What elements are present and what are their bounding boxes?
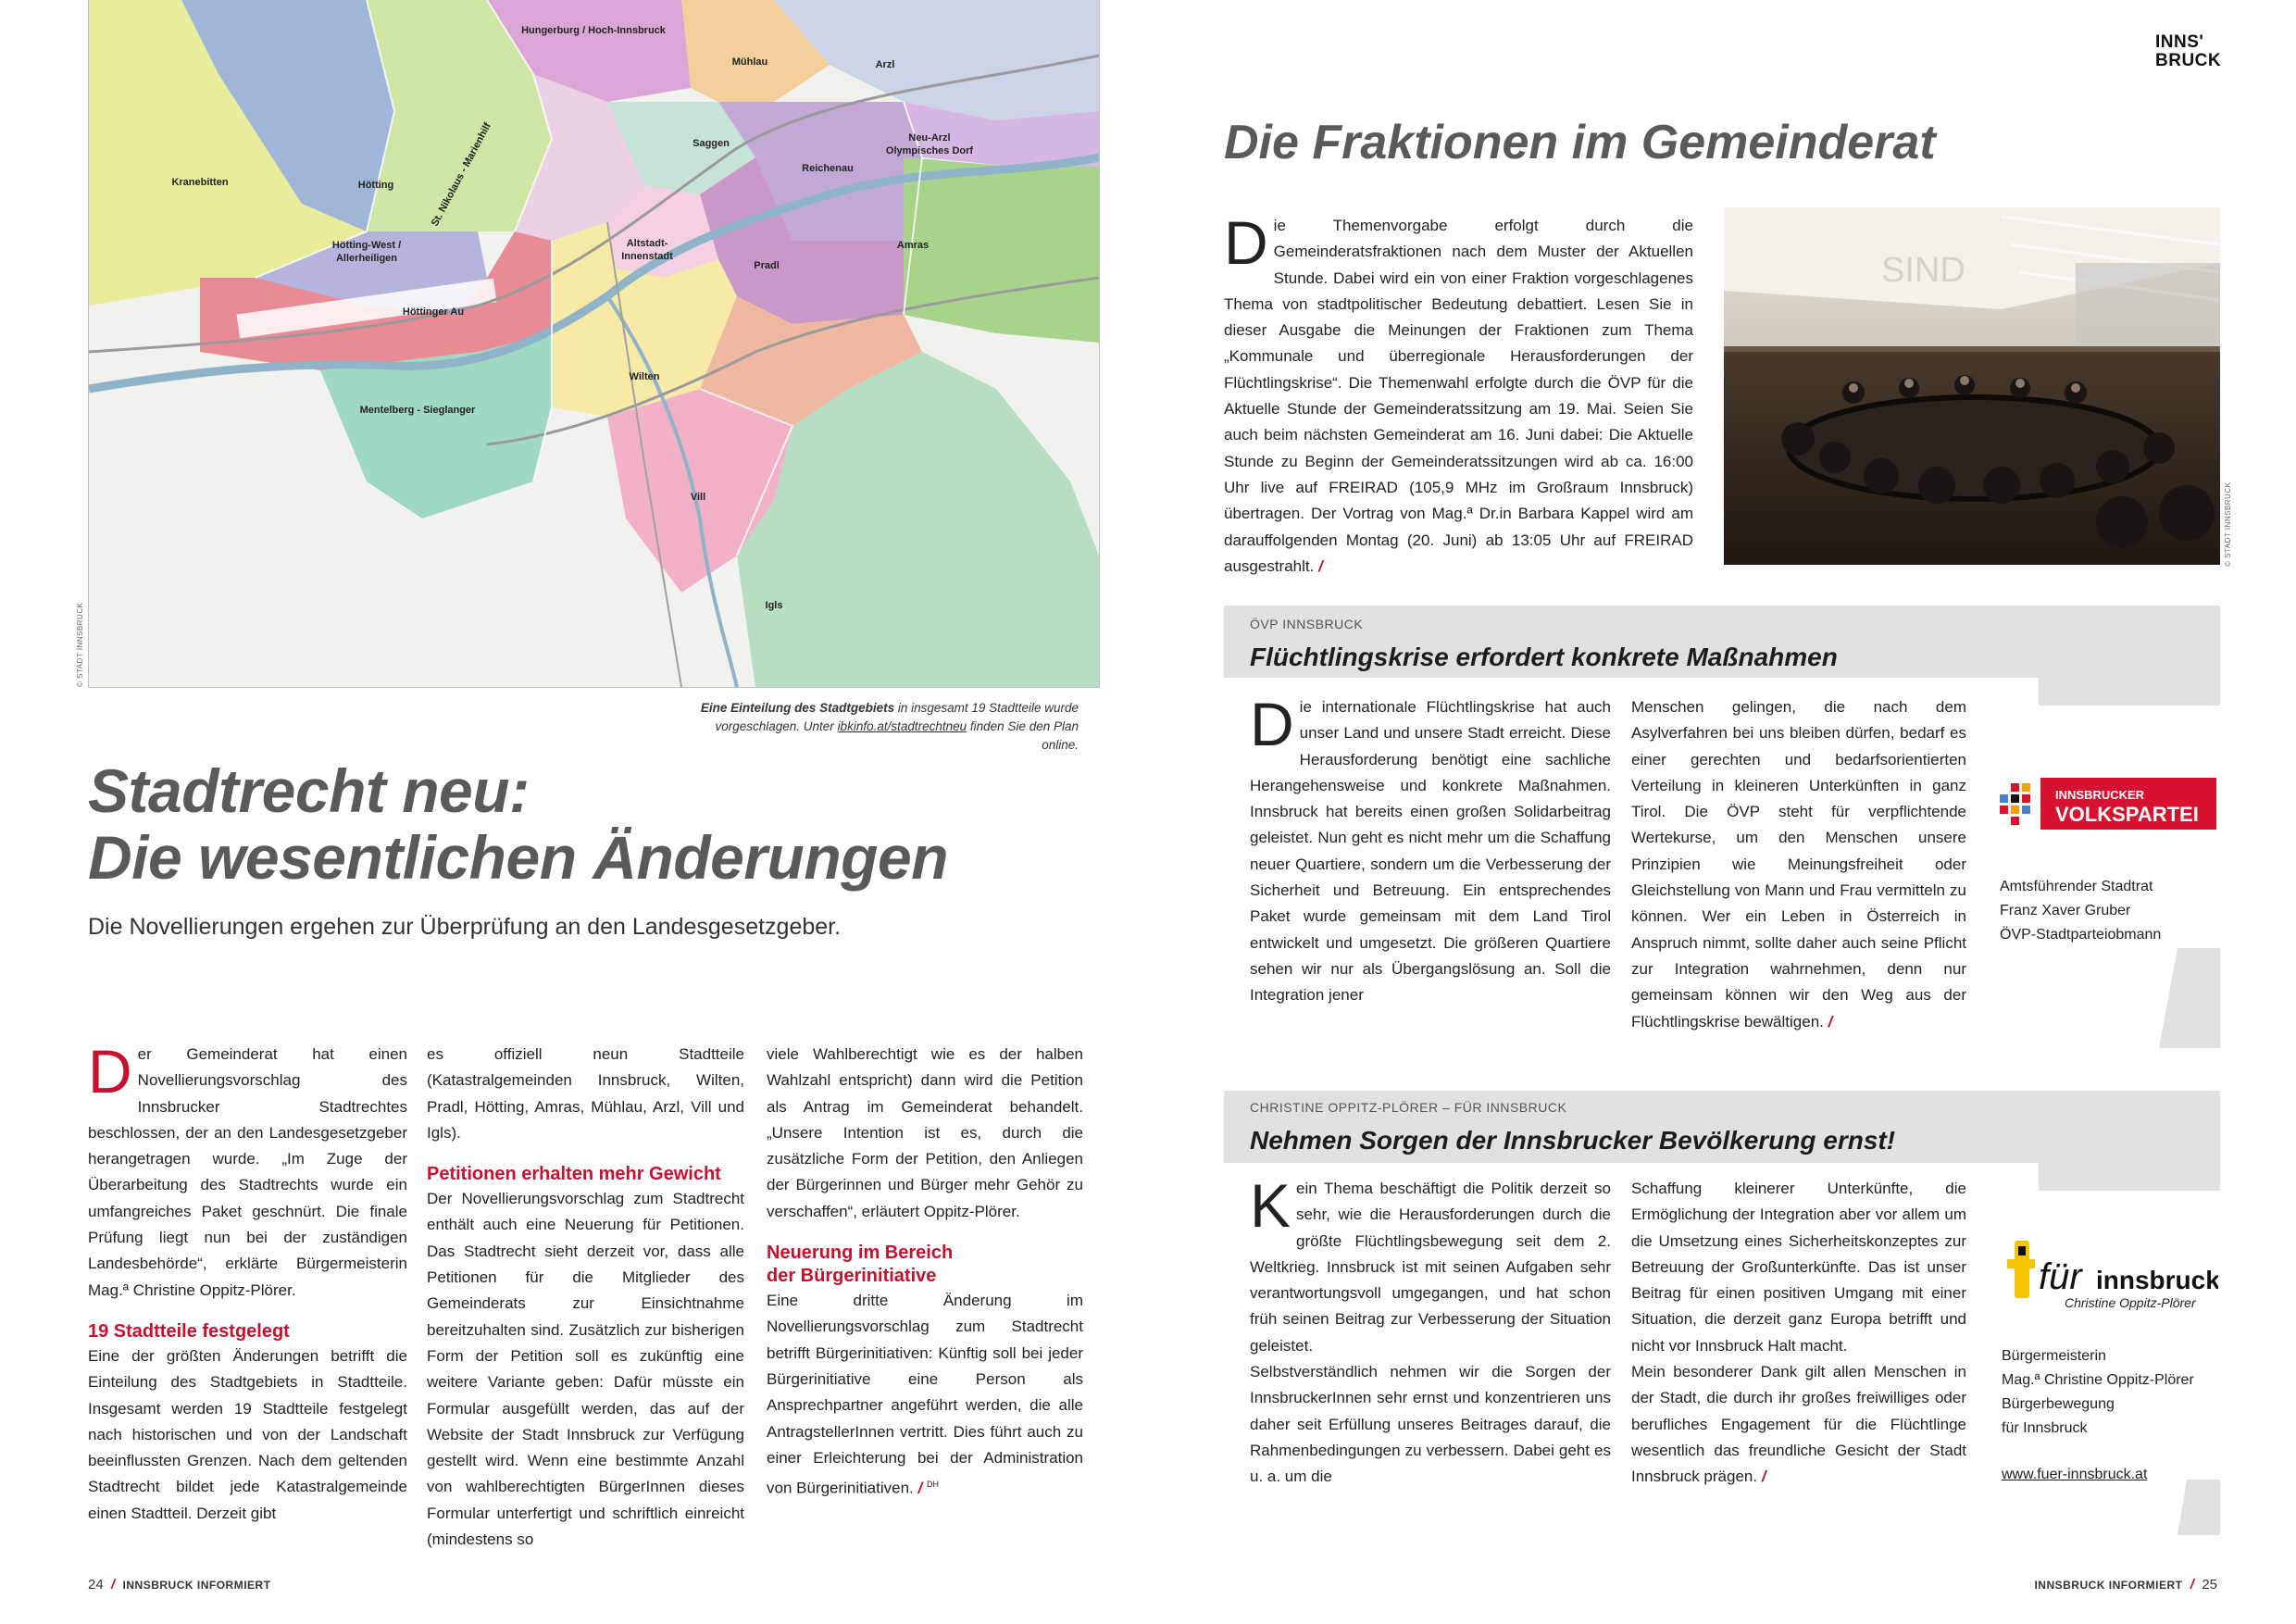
section-heading: Petitionen erhalten mehr Gewicht bbox=[427, 1164, 721, 1185]
label-hungerburg: Hungerburg / Hoch-Innsbruck bbox=[521, 25, 666, 36]
label-st-nikolaus: St. Nikolaus - Marienhilf bbox=[429, 120, 493, 229]
caption-text: in insgesamt 19 Stadtteile wurde vorgeschlagen. Unter bbox=[715, 701, 1079, 733]
paragraph: ein Thema beschäftigt die Politik derzeit so sehr, wie die Herausforderungen durch die größte Flüchtlingsbewegung seit dem 2. Weltkrieg. Innsbruck ist mit seinen Aufgaben sehr verantwortungsvoll umgegangen, und hat schon früh seinen Beitrag zur Verbesserung der Situation geleistet. bbox=[1250, 1180, 1611, 1355]
label-hoettinger-au: Höttinger Au bbox=[402, 306, 465, 318]
title-line-1: Stadtrecht neu: bbox=[88, 756, 530, 825]
svg-text:für: für bbox=[2039, 1256, 2082, 1297]
article-column-2 bbox=[427, 1042, 744, 1553]
title-line-2: Die wesentlichen Änderungen bbox=[88, 823, 948, 892]
page-number: 25 bbox=[2202, 1577, 2217, 1593]
publication-name: INNSBRUCK INFORMIERT bbox=[122, 1579, 271, 1592]
label-hoetting-west-2: Allerheiligen bbox=[335, 253, 398, 264]
article-column-1 bbox=[88, 1037, 407, 1527]
publication-name: INNSBRUCK INFORMIERT bbox=[2034, 1579, 2183, 1592]
paragraph: Selbstverständlich nehmen wir die Sorgen der InnsbruckerInnen sehr ernst und konzentrieren uns daher seit Erfüllung unseres Beitrages darauf, die Rahmenbedingungen zu verbessern. Dabei geht es u. a. um die bbox=[1250, 1363, 1611, 1486]
fuer-innsbruck-logo-svg bbox=[2002, 1239, 2218, 1313]
label-vill: Vill bbox=[690, 492, 706, 503]
district-map bbox=[88, 0, 1100, 688]
label-arzl: Arzl bbox=[875, 59, 895, 70]
label-amras: Amras bbox=[896, 240, 930, 251]
fuer-innsbruck-logo bbox=[2002, 1239, 2218, 1313]
paragraph: Schaffung kleinerer Unterkünfte, die Ermöglichung der Integration aber vor allem um die Umsetzung eines Sicherheitskonzeptes zur Betreuung der Großunterkünfte. Das ist unser Beitrag für einen positiven Umgang mit einer Situation, die derzeit ganz Europa betrifft und nicht vor Innsbruck Halt macht. bbox=[1631, 1180, 1966, 1355]
caption-text-end: finden Sie den Plan online. bbox=[967, 719, 1079, 752]
page-title bbox=[88, 757, 948, 891]
svg-text:Christine Oppitz-Plörer: Christine Oppitz-Plörer bbox=[2065, 1295, 2196, 1310]
paragraph: Der Novellierungsvorschlag zum Stadtrecht enthält auch eine Neuerung für Petitionen. Das Stadtrecht sieht derzeit vor, dass alle Petitionen für die Mitglieder des Gemeinderats zur Einsichtnahme bereitzuhalten sind. Zusätzlich zur bisherigen Form der Petition soll es zukünftig eine weitere Variante geben: Dafür müsste ein Formular ausgefüllt werden, das auf der Website der Stadt Innsbruck zur Verfügung gestellt wird. Wenn eine bestimmte Anzahl von wahlberechtigten BürgerInnen dieses Formular unterfertigt und schriftlich einreicht (mindestens so bbox=[427, 1190, 744, 1549]
label-neu-arzl-2: Olympisches Dorf bbox=[885, 145, 974, 156]
district-map-svg bbox=[89, 0, 1099, 687]
label-reichenau: Reichenau bbox=[802, 163, 854, 174]
caption-bold: Eine Einteilung des Stadtgebiets bbox=[700, 701, 895, 715]
dropcap: D bbox=[1224, 208, 1268, 277]
council-photo-svg bbox=[1724, 207, 2220, 565]
label-kranebitten: Kranebitten bbox=[171, 177, 229, 188]
author-initials: DH bbox=[926, 1480, 939, 1490]
intro-text bbox=[1224, 208, 1693, 580]
paragraph: es offiziell neun Stadtteile (Katastralgemeinden Innsbruck, Wilten, Pradl, Hötting, Amras, Mühlau, Arzl, Vill und Igls). bbox=[427, 1045, 744, 1142]
photo-credit: © STADT INNSBRUCK bbox=[2224, 481, 2232, 567]
council-photo bbox=[1724, 207, 2220, 565]
paragraph: er Gemeinderat hat einen Novellierungsvorschlag des Innsbrucker Stadtrechtes beschlossen, der an den Landesgesetzgeber herangetragen wurde. „Im Zuge der Überarbeitung des Stadtrechts wurde ein umfangreiches Paket geschnürt. Die finale Prüfung liegt nun bei der zuständigen Landesbehörde“, erklärte Bürgermeisterin Mag.ª Christine Oppitz-Plörer. bbox=[88, 1045, 407, 1299]
box-title: Nehmen Sorgen der Innsbrucker Bevölkerung ernst! bbox=[1250, 1126, 1896, 1155]
footer-left bbox=[88, 1577, 271, 1593]
photo-wall-text: SIND bbox=[1881, 251, 1965, 290]
section-heading: 19 Stadtteile festgelegt bbox=[88, 1320, 290, 1342]
page-number: 24 bbox=[88, 1577, 104, 1593]
brand-logo: INNS' BRUCK bbox=[2155, 32, 2222, 70]
end-mark-icon: / bbox=[917, 1479, 923, 1497]
label-muehlau: Mühlau bbox=[731, 56, 768, 68]
label-pradl: Pradl bbox=[754, 260, 780, 271]
map-caption bbox=[690, 699, 1079, 755]
signature-oevp: Amtsführender Stadtrat Franz Xaver Gruber ÖVP-Stadtparteiobmann bbox=[2000, 879, 2162, 943]
label-neu-arzl: Neu-Arzl bbox=[908, 132, 951, 144]
box-label: CHRISTINE OPPITZ-PLÖRER – FÜR INNSBRUCK bbox=[1250, 1100, 1567, 1115]
svg-text:INNSBRUCKER: INNSBRUCKER bbox=[2055, 788, 2145, 802]
map-credit: © STADT INNSBRUCK bbox=[76, 602, 84, 687]
paragraph: Mein besonderer Dank gilt allen Menschen in der Stadt, die durch ihr großes freiwilliges oder berufliches Engagement für die Flüchtlinge wesentlich das freundliche Gesicht der Stadt Innsbruck prägen. bbox=[1631, 1363, 1966, 1486]
paragraph: ie Themenvorgabe erfolgt durch die Gemeinderatsfraktionen nach dem Muster der Aktuellen Stunde. Dabei wird ein von einer Fraktion vorgeschlagenes Thema von stadtpolitischer Bedeutung debattiert. Lesen Sie in dieser Ausgabe die Meinungen der Fraktionen zum Thema „Kommunale und überregionale Herausforderungen der Flüchtlingskrise“. Die Themenwahl erfolgte durch die ÖVP für die Aktuelle Stunde der Gemeinderatssitzung am 19. Mai. Seien Sie auch beim nächsten Gemeinderat am 16. Juni dabei: Die Aktuelle Stunde zu Beginn der Gemeinderatssitzungen wird ab ca. 16:00 Uhr live auf FREIRAD (105,9 MHz im Großraum Innsbruck) übertragen. Der Vortrag von Mag.ª Dr.in Barbara Kappel wird am darauffolgenden Montag (20. Juni) ab 13:05 Uhr auf FREIRAD ausgestrahlt. bbox=[1224, 217, 1693, 575]
box-column-1 bbox=[1250, 690, 1611, 1009]
volkspartei-logo bbox=[2000, 778, 2218, 830]
svg-text:innsbruck: innsbruck bbox=[2096, 1266, 2218, 1294]
end-mark-icon: / bbox=[1318, 556, 1323, 575]
label-saggen: Saggen bbox=[693, 138, 730, 149]
volkspartei-logo-svg bbox=[2000, 778, 2218, 830]
party-box-oevp bbox=[1224, 606, 2220, 1048]
label-hoetting: Hötting bbox=[357, 180, 394, 191]
box-title: Flüchtlingskrise erfordert konkrete Maßnahmen bbox=[1250, 643, 1838, 671]
label-hoetting-west: Hötting-West / bbox=[331, 240, 402, 251]
label-wilten: Wilten bbox=[629, 371, 660, 382]
caption-link[interactable]: ibkinfo.at/stadtrechtneu bbox=[837, 719, 967, 733]
label-altstadt-2: Innenstadt bbox=[621, 251, 673, 262]
separator-slash-icon: / bbox=[106, 1577, 119, 1593]
page-subtitle: Die Novellierungen ergehen zur Überprüfung an den Landesgesetzgeber. bbox=[88, 914, 842, 940]
svg-text:VOLKSPARTEI: VOLKSPARTEI bbox=[2055, 803, 2199, 826]
article-column-3 bbox=[767, 1042, 1083, 1502]
right-page-title: Die Fraktionen im Gemeinderat bbox=[1224, 116, 1936, 169]
end-mark-icon: / bbox=[1761, 1468, 1766, 1486]
separator-slash-icon: / bbox=[2186, 1577, 2199, 1593]
paragraph: Menschen gelingen, die nach dem Asylverfahren bei uns bleiben dürfen, bedarf es einer gerechten und bedarfsorientierten Verteilung in kleineren Unterkünften in ganz Tirol. Die ÖVP steht für verpflichtende Wertekurse, um den Menschen unsere Prinzipien wie Meinungsfreiheit oder Gleichstellung von Mann und Frau vermitteln zu können. Wer ein Leben in Österreich in Anspruch nimmt, sollte daher auch seine Pflicht zur Integration wahrnehmen, denn nur gemeinsam können wir den Weg aus der Flüchtlingskrise bewältigen. bbox=[1631, 698, 1966, 1031]
dropcap: K bbox=[1250, 1171, 1292, 1240]
box-column-1 bbox=[1250, 1171, 1611, 1491]
box-column-2 bbox=[1631, 694, 1966, 1035]
paragraph: viele Wahlberechtigt wie es der halben Wahlzahl entspricht) dann wird die Petition als Antrag im Gemeinderat behandelt. „Unsere Intention ist es, durch die zusätzliche Form der Petition, den Anliegen der Bürgerinnen und Bürger mehr Gehör zu verschaffen“, erläutert Oppitz-Plörer. bbox=[767, 1045, 1083, 1220]
website-link[interactable]: www.fuer-innsbruck.at bbox=[2002, 1467, 2148, 1482]
box-label: ÖVP INNSBRUCK bbox=[1250, 617, 1364, 631]
dropcap: D bbox=[88, 1037, 132, 1106]
section-heading: Neuerung im Bereich der Bürgerinitiative bbox=[767, 1243, 954, 1287]
box-column-2 bbox=[1631, 1176, 1966, 1491]
label-igls: Igls bbox=[765, 600, 783, 611]
paragraph: Eine dritte Änderung im Novellierungsvorschlag zum Stadtrecht betrifft Bürgerinitiativen: Künftig soll bei jeder Bürgerinitiative eine Person als Ansprechpartner angeführt werden, die alle AntragstellerInnen vertritt. Dies führt auch zu einer Erleichterung bei der Administration von Bürgerinitiativen. bbox=[767, 1292, 1083, 1497]
label-altstadt: Altstadt- bbox=[626, 238, 668, 249]
district-amras bbox=[904, 157, 1099, 343]
party-box-fuer-innsbruck bbox=[1224, 1091, 2220, 1535]
signature-fuer-innsbruck: Bürgermeisterin Mag.ª Christine Oppitz-Plörer Bürgerbewegung für Innsbruck www.fuer-innsbruck.at bbox=[2002, 1344, 2194, 1487]
end-mark-icon: / bbox=[1828, 1012, 1833, 1031]
paragraph: ie internationale Flüchtlingskrise hat auch unser Land und unsere Stadt erreicht. Diese Herausforderung benötigt eine sachliche Herangehensweise und konkrete Maßnahmen. Innsbruck hat bereits einen großen Solidarbeitrag geleistet. Nun geht es nicht mehr um die Schaffung neuer Quartiere, sondern um die Verbesserung der Sicherheit und Betreuung. Ein entsprechendes Paket wurde gemeinsam mit dem Land Tirol entwickelt und umgesetzt. Die größeren Quartiere sehen wir nur als Übergangslösung an. Soll die Integration jener bbox=[1250, 698, 1611, 1005]
dropcap: D bbox=[1250, 690, 1294, 758]
footer-right bbox=[2034, 1577, 2217, 1593]
paragraph: Eine der größten Änderungen betrifft die Einteilung des Stadtgebiets in Stadtteile. Insgesamt werden 19 Stadtteile festgelegt nach historischen und von der Landschaft beeinflussten Grenzen. Nach dem geltenden Stadtrecht bildet jede Katastralgemeinde einen Stadtteil. Derzeit gibt bbox=[88, 1346, 407, 1522]
label-mentelberg: Mentelberg - Sieglanger bbox=[359, 405, 476, 416]
